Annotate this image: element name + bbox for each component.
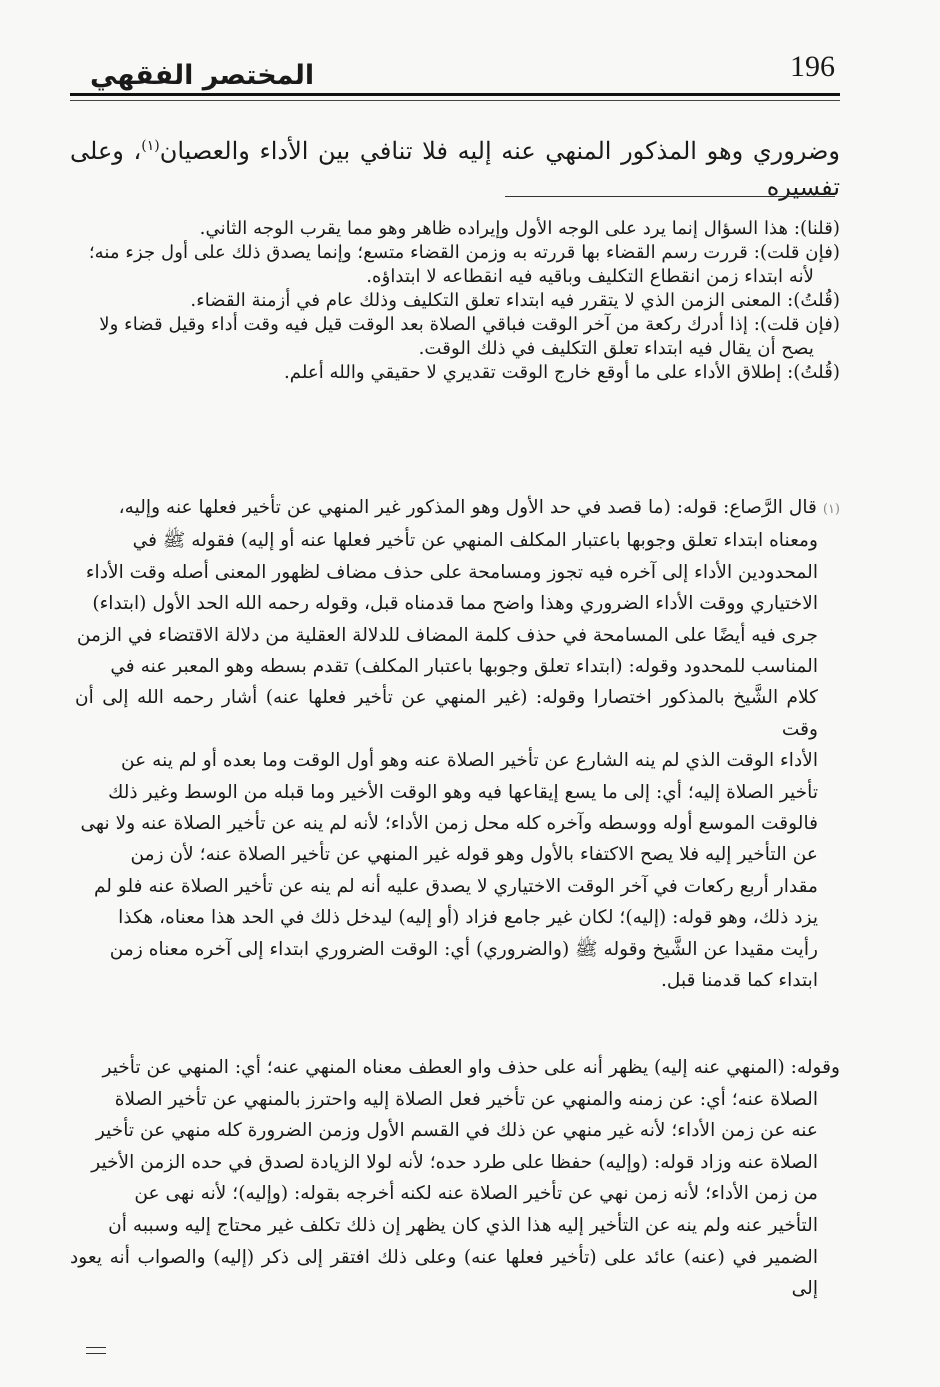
commentary-line: جرى فيه أيضًا على المسامحة في حذف كلمة المضاف للدلالة العقلية من دلالة الاقتضاء في الزمن xyxy=(76,624,818,646)
continuation-line: عنه عن زمن الأداء؛ لأنه غير منهي عن ذلك في القسم الأول وزمن الضرورة كله منهي عن تأخير xyxy=(95,1120,818,1142)
footnote-line: يصح أن يقال فيه ابتداء تعلق التكليف في ذلك الوقت. xyxy=(418,338,814,359)
footnotes-block xyxy=(70,217,840,385)
continuation-line: وقوله: (المنهي عنه إليه) يظهر أنه على حذف واو العطف معناه المنهي عنه؛ أي: المنهي عن تأخير xyxy=(102,1057,840,1078)
footnote-line: (قُلتُ): إطلاق الأداء على ما أوقع خارج الوقت تقديري لا حقيقي والله أعلم. xyxy=(283,362,840,383)
continuation-line: التأخير عنه ولم ينه عن التأخير إليه هذا الذي كان يظهر إن ذلك تكلف غير محتاج إليه وسببه أن xyxy=(108,1214,818,1236)
commentary-line: عن التأخير إليه فلا يصح الاكتفاء بالأول وهو قوله غير المنهي عن تأخير الصلاة عنه؛ لأن زمن xyxy=(130,844,818,866)
commentary-line: ابتداء كما قدمنا قبل. xyxy=(661,970,818,992)
continuation-line: الصلاة عنه؛ أي: عن زمنه والمنهي عن تأخير فعل الصلاة إليه واحترز بالمنهي عن تأخير الصلاة xyxy=(114,1088,818,1110)
footnote-line: لأنه ابتداء زمن انقطاع التكليف وباقيه فيه انقطاعه لا ابتداؤه. xyxy=(366,266,814,287)
commentary-line: الاختياري ووقت الأداء الضروري وهذا واضح مما قدمناه قبل، وقوله رحمه الله الحد الأول (ابتداء) xyxy=(92,593,818,615)
commentary-line-text: قال الرَّصاع: قوله: (ما قصد في حد الأول وهو المذكور غير المنهي عن تأخير فعلها عنه وإليه، xyxy=(118,497,817,518)
commentary-line xyxy=(75,492,840,525)
commentary-marker: (١) xyxy=(822,502,840,517)
running-title: المختصر الفقهي xyxy=(90,60,315,91)
continuation-line: من زمن الأداء؛ لأنه زمن نهي عن تأخير الصلاة عنه لكنه أخرجه بقوله: (وإليه)؛ لأنه نهى عن xyxy=(134,1183,818,1205)
commentary-line: فالوقت الموسع أوله ووسطه وآخره كله محل زمن الأداء؛ لأنه لم ينه عن تأخير الصلاة عنه ولا نهى xyxy=(80,813,818,835)
commentary-line: المناسب للمحدود وقوله: (ابتداء تعلق وجوبها باعتبار المكلف) تقدم بسطه وهو المعبر عنه في xyxy=(110,656,818,678)
commentary-line: رأيت مقيدا عن الشَّيخ وقوله ﷺ (والضروري) أي: الوقت الضروري ابتداء إلى آخره معناه زمن xyxy=(109,938,818,960)
commentary-line: مقدار أربع ركعات في آخر الوقت الاختياري لا يصدق عليه أنه لم ينه عن تأخير الصلاة عنه فلو لم xyxy=(93,875,818,897)
commentary-line: كلام الشَّيخ بالمذكور اختصارا وقوله: (غير المنهي عن تأخير فعلها عنه) أشار رحمه الله إلى أن وقت xyxy=(75,687,818,740)
main-text-line-end: ، وعلى تفسيره xyxy=(70,137,840,201)
commentary-line: المحدودين الأداء إلى آخره فيه تجوز ومسامحة على حذف مضاف لظهور المعنى أصله وقت الأداء xyxy=(85,561,818,583)
catchword-mark xyxy=(86,1347,106,1354)
page-header xyxy=(70,48,840,98)
commentary-line: ومعناه ابتداء تعلق وجوبها باعتبار المكلف المنهي عن تأخير فعلها عنه أو إليه) فقوله ﷺ في xyxy=(132,530,818,552)
commentary-line: تأخير الصلاة إليه؛ أي: إلى ما يسع إيقاعها فيه وهو الوقت الأخير وما قبله من الوسط وغير ذلك xyxy=(108,781,818,803)
footnote-line: (فإن قلت): إذا أدرك ركعة من آخر الوقت فباقي الصلاة بعد الوقت قيل فيه وقت أداء وقيل قضاء ولا xyxy=(99,314,840,335)
main-text-line: وضروري وهو المذكور المنهي عنه إليه فلا تنافي بين الأداء والعصيان xyxy=(159,137,840,165)
main-text xyxy=(70,128,840,205)
footnote-line: (فإن قلت): قررت رسم القضاء بها قررته به وزمن القضاء متسع؛ وإنما يصدق ذلك على أول جزء منه؛ xyxy=(88,242,840,263)
commentary-block xyxy=(75,492,840,997)
commentary-continuation xyxy=(70,1052,840,1305)
commentary-line: الأداء الوقت الذي لم ينه الشارع عن تأخير الصلاة عنه وهو أول الوقت وما بعده أو لم ينه عن xyxy=(120,750,818,772)
footnote-separator xyxy=(505,196,835,197)
continuation-line: الضمير في (عنه) عائد على (تأخير فعلها عنه) وعلى ذلك افتقر إلى ذكر (إليه) والصواب أنه يعود إلى xyxy=(70,1246,818,1300)
continuation-line: الصلاة عنه وزاد قوله: (وإليه) حفظا على طرد حده؛ لأنه لولا الزيادة لصدق في حده الزمن الأخير xyxy=(91,1151,818,1173)
header-rule xyxy=(70,93,840,101)
page-number: 196 xyxy=(790,50,835,83)
commentary-line: يزد ذلك، وهو قوله: (إليه)؛ لكان غير جامع فزاد (أو إليه) ليدخل ذلك في الحد هذا معناه، هكذا xyxy=(118,907,818,929)
footnote-reference: (١) xyxy=(141,138,160,154)
footnote-line: (قُلتُ): المعنى الزمن الذي لا يتقرر فيه ابتداء تعلق التكليف وذلك عام في أزمنة القضاء. xyxy=(190,290,840,311)
footnote-line: (قلنا): هذا السؤال إنما يرد على الوجه الأول وإيراده ظاهر وهو مما يقرب الوجه الثاني. xyxy=(199,218,840,239)
